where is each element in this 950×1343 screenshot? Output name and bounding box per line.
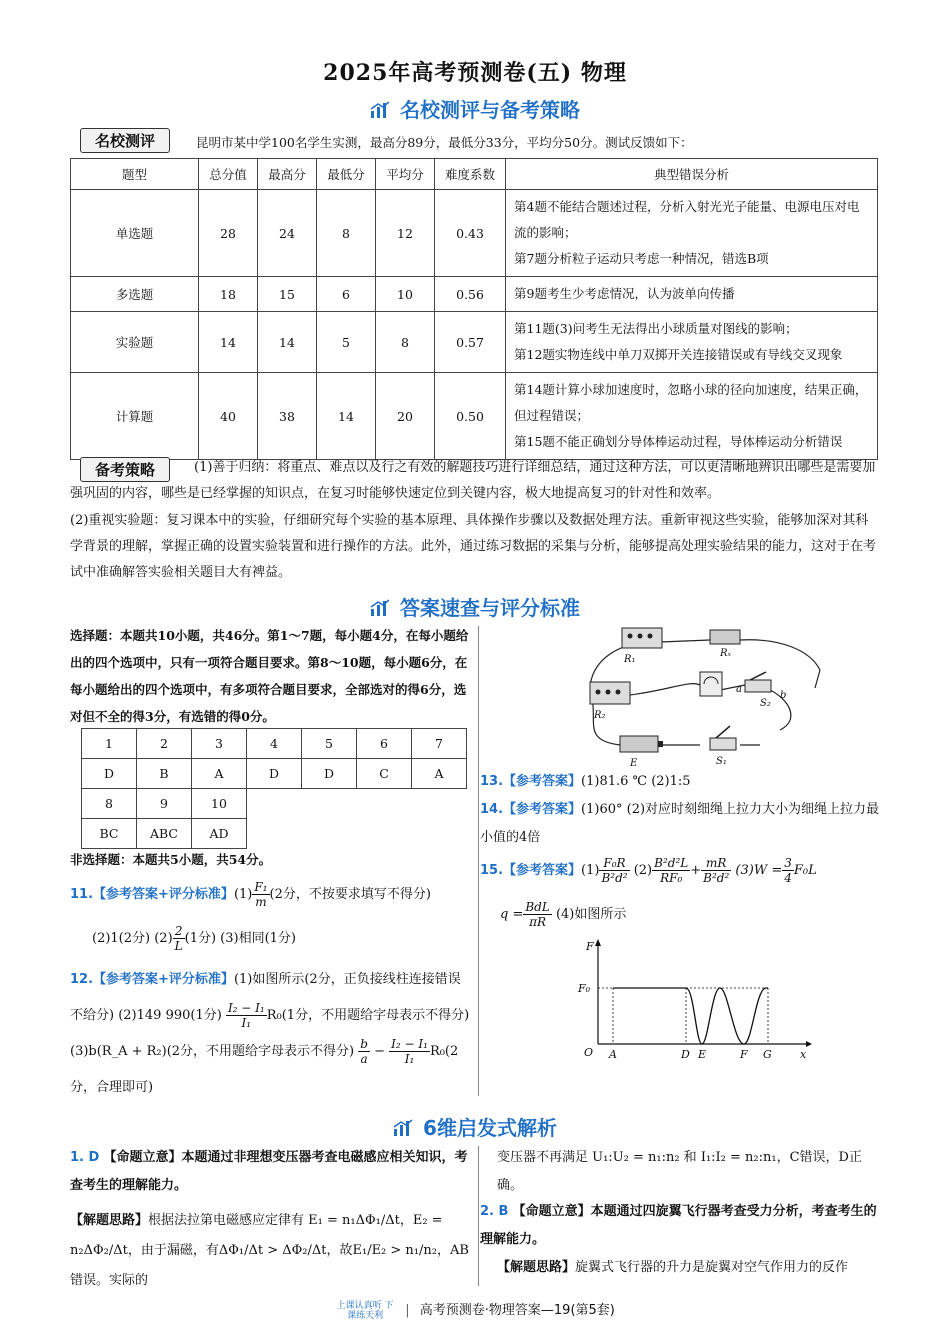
error-cell [506, 312, 878, 373]
cell: 0.57 [435, 312, 506, 373]
col-header: 题型 [71, 159, 199, 190]
denominator: I₁ [404, 1052, 415, 1066]
label-e: E [698, 1048, 707, 1061]
q15-fraction4 [782, 856, 794, 885]
y-axis-arrow-icon [595, 939, 601, 946]
footer-logo: 上课认真听 下课练天利 [336, 1300, 394, 1321]
numerator: BdL [525, 900, 550, 914]
q15-part4: F₀L [793, 863, 817, 878]
cell: 15 [258, 277, 317, 312]
bar-chart-icon [370, 101, 390, 119]
label-rx: Rₓ [720, 648, 732, 659]
q2-idea-label: 【解题思路】 [497, 1260, 576, 1275]
q12-label: 12.【参考答案+评分标准】 [70, 972, 234, 987]
q13-text: (1)81.6 ℃ (2)1:5 [581, 774, 691, 789]
q14-text: (1)60° (2)对应时刻细绳上拉力大小为细绳上拉力最小值的4倍 [480, 802, 880, 845]
column-divider [478, 1146, 479, 1286]
denominator: RF₀ [660, 871, 683, 885]
error-line: 第4题不能结合题述过程，分析入射光光子能量、电源电压对电流的影响； [514, 199, 860, 240]
cell: 5 [317, 312, 376, 373]
resistor-box-r1 [622, 628, 662, 648]
numerator: b [360, 1037, 368, 1051]
cell: 28 [199, 190, 258, 277]
answer-num: 1 [82, 729, 137, 759]
meter [700, 672, 722, 696]
q12-fraction-i [389, 1037, 430, 1066]
denominator: m [255, 895, 267, 909]
q2-idea [497, 1254, 882, 1282]
cell: 12 [376, 190, 435, 277]
denominator: L [174, 939, 183, 953]
label-s1: S₁ [716, 756, 727, 767]
q15-line1 [480, 856, 880, 885]
label-r1: R₁ [624, 654, 636, 665]
error-line: 第7题分析粒子运动只考虑一种情况，错选B项 [514, 251, 769, 266]
q11-part4: (1分) (3)相同(1分) [184, 931, 297, 946]
q11-fraction [252, 880, 269, 909]
denominator: I₁ [241, 1016, 252, 1030]
numerator: mR [701, 856, 731, 871]
q1-idea-text: 根据法拉第电磁感应定律有 E₁ = n₁ΔΦ₁/Δt，E₂ = n₂ΔΦ₂/Δt，由于漏磁，有ΔΦ₁/Δt > ΔΦ₂/Δt，故E₁/E₂ > n₁/n₂，AB错误。实际的 [70, 1213, 469, 1288]
empty-cell [412, 819, 467, 849]
error-line: 第11题(3)问考生无法得出小球质量对图线的影响； [514, 321, 798, 336]
numerator: F₀R [599, 856, 629, 871]
q15-fraction3 [701, 856, 731, 885]
q1-continuation: 变压器不再满足 U₁:U₂ = n₁:n₂ 和 I₁:I₂ = n₂:n₁，C错误，D正确。 [497, 1150, 862, 1193]
q15-fraction1 [599, 856, 629, 885]
q13-label: 13.【参考答案】 [480, 774, 582, 789]
bar-chart-icon [370, 599, 390, 617]
q2-head: 2. B [480, 1204, 509, 1219]
numerator: 2 [173, 924, 185, 939]
empty-cell [247, 819, 302, 849]
tag-school-evaluation: 名校测评 [80, 128, 170, 153]
label-a: A [609, 1048, 617, 1061]
q2-intent: 【命题立意】本题通过四旋翼飞行器考查受力分析，考查考生的理解能力。 [480, 1204, 877, 1247]
answer-val: C [357, 759, 412, 789]
q1-intent: 【命题立意】本题通过非理想变压器考查电磁感应相关知识，考查考生的理解能力。 [70, 1150, 468, 1193]
cell: 0.56 [435, 277, 506, 312]
wire [660, 640, 710, 642]
q11-line2 [92, 924, 472, 953]
q15-part3: (3)W = [735, 863, 783, 878]
label-f0: F₀ [578, 982, 591, 995]
error-line: 第12题实物连线中单刀双掷开关连接错误或有导线交叉现象 [514, 347, 843, 362]
q13 [480, 768, 880, 796]
col-header: 平均分 [376, 159, 435, 190]
empty-cell [247, 789, 302, 819]
label-r2: R₂ [594, 710, 606, 721]
cell: 单选题 [71, 190, 199, 277]
q11-line1 [70, 880, 470, 909]
battery-e [620, 736, 663, 752]
cell: 6 [317, 277, 376, 312]
strategy-paragraph-2: (2)重视实验题：复习课本中的实验，仔细研究每个实验的基本原理、具体操作步骤以及数据处理方法。重新审视这些实验，能够加深对其科学背景的理解，掌握正确的设置实验装置和进行操作的方法。此外，通过练习数据的采集与分析，能够提高处理实验结果的能力，这对于在考试中准确解答实验相关题目大有裨益。 [70, 513, 877, 580]
table-row [71, 373, 878, 460]
q15-fraction5 [523, 900, 551, 929]
cell: 40 [199, 373, 258, 460]
q15-label: 15.【参考答案】 [480, 863, 582, 878]
section-heading-evaluation [0, 94, 950, 123]
answer-val: B [137, 759, 192, 789]
q11-part2: (2分，不按要求填写不得分) [269, 887, 431, 902]
q11-label: 11.【参考答案+评分标准】 [70, 887, 234, 902]
analysis-table [70, 158, 878, 460]
answer-val: D [247, 759, 302, 789]
label-s2: S₂ [760, 698, 771, 709]
answer-num: 6 [357, 729, 412, 759]
q15-q: q = [500, 907, 524, 922]
cell: 计算题 [71, 373, 199, 460]
q1-idea-label: 【解题思路】 [70, 1213, 149, 1228]
label-a: a [736, 684, 742, 695]
denominator: B²d² [601, 871, 628, 885]
wire [815, 670, 820, 688]
cell: 8 [317, 190, 376, 277]
q15-plus: + [690, 863, 702, 878]
denominator: B²d² [703, 871, 730, 885]
answer-val: AD [192, 819, 247, 849]
cell: 14 [317, 373, 376, 460]
answer-val: D [82, 759, 137, 789]
label-x: x [800, 1048, 807, 1061]
numerator: B²d²L [654, 856, 689, 870]
empty-cell [302, 819, 357, 849]
error-line: 第9题考生少考虑情况，认为波单向传播 [514, 286, 735, 301]
q12-text: 12.【参考答案+评分标准】(1)如图所示(2分，正负接线柱连接错误不给分) (2)149 990(1分) $\frac{\text{I₂ − I₁}}{\text{I₁}}$ R₀(1分，不用题给字母表示不得分) (3)b(R_A + R₂)(2分，不用题给字母表示不得分) $\frac{b}{a}$ − $\frac{\text{I₂ − I₁}}{\text{I₁}}$ R₀(2分，合理即可) [70, 972, 470, 1095]
cell: 20 [376, 373, 435, 460]
error-line: 第15题不能正确划分导体棒运动过程，导体棒运动分析错误 [514, 434, 843, 449]
answer-val: ABC [137, 819, 192, 849]
q11-part1: (1) [233, 887, 253, 902]
table-row [71, 277, 878, 312]
answer-val-row [82, 759, 467, 789]
error-cell [506, 277, 878, 312]
answer-num: 9 [137, 789, 192, 819]
cell: 10 [376, 277, 435, 312]
q15-part1: (1) [581, 863, 600, 878]
q14-label: 14.【参考答案】 [480, 802, 582, 817]
answer-val-row [82, 819, 467, 849]
q2-analysis [480, 1198, 880, 1254]
empty-cell [302, 789, 357, 819]
col-header: 典型错误分析 [506, 159, 878, 190]
label-b: b [780, 690, 787, 701]
choice-intro: 选择题：本题共10小题，共46分。第1～7题，每小题4分，在每小题给出的四个选项中，只有一项符合题目要求。第8～10题，每小题6分，在每小题给出的四个选项中，有多项符合题目要求，全部选对的得6分，选对但不全的得3分，有选错的得0分。 [70, 628, 469, 724]
force-curve [613, 988, 768, 1044]
q11-fraction2 [173, 924, 185, 953]
answer-num: 7 [412, 729, 467, 759]
q11-part3: (2)1(2分) (2) [92, 931, 173, 946]
label-e: E [630, 758, 638, 769]
section-title: 答案速查与评分标准 [400, 596, 580, 620]
col-header: 难度系数 [435, 159, 506, 190]
section-heading-analysis [0, 1112, 950, 1141]
q12-part3: R₀(2分，合理即可) [70, 1044, 459, 1095]
cell: 8 [376, 312, 435, 373]
label-g: G [763, 1048, 772, 1061]
footer-text: 高考预测卷·物理答案—19(第5套) [419, 1303, 615, 1318]
strategy-paragraph-1: (1)善于归纳：将重点、难点以及行之有效的解题技巧进行详细总结，通过这种方法，可以更清晰地辨识出哪些是需要加强巩固的内容，哪些是已经掌握的知识点，在复习时能够快速定位到关键内容，极大地提高复习的针对性和效率。 [70, 460, 876, 501]
numerator: I₂ − I₁ [391, 1037, 428, 1051]
answer-num-row [82, 789, 467, 819]
answer-num: 5 [302, 729, 357, 759]
evaluation-intro: 昆明市某中学100名学生实测，最高分89分，最低分33分，平均分50分。测试反馈如下： [196, 135, 693, 150]
wire [740, 640, 820, 670]
column-divider [478, 626, 479, 1096]
q2-idea-text: 旋翼式飞行器的升力是旋翼对空气作用力的反作 [575, 1260, 849, 1275]
col-header: 最低分 [317, 159, 376, 190]
numerator: 3 [784, 856, 792, 870]
cell: 14 [258, 312, 317, 373]
answer-val: A [192, 759, 247, 789]
table-row [71, 190, 878, 277]
circuit-diagram [560, 620, 860, 770]
answer-num: 3 [192, 729, 247, 759]
answer-num: 10 [192, 789, 247, 819]
page-footer: 上课认真听 下课练天利 | 高考预测卷·物理答案—19(第5套) [336, 1300, 615, 1321]
error-cell [506, 373, 878, 460]
resistor-box-r2 [590, 682, 630, 704]
resistor-rx [710, 630, 740, 644]
cell: 24 [258, 190, 317, 277]
q1-head: 1. D [70, 1150, 100, 1165]
empty-cell [357, 819, 412, 849]
answer-val: BC [82, 819, 137, 849]
error-line: 第14题计算小球加速度时，忽略小球的径向加速度，结果正确，但过程错误； [514, 382, 868, 423]
cell: 14 [199, 312, 258, 373]
answer-num: 4 [247, 729, 302, 759]
wire [630, 684, 700, 695]
q12-part2: R₀(1分，不用题给字母表示不得分) (3)b(R_A + R₂)(2分，不用题给字母表示不得分) [70, 1008, 470, 1059]
label-f: F [586, 940, 594, 953]
switch-s1 [710, 726, 736, 750]
empty-cell [412, 789, 467, 819]
force-graph [570, 936, 820, 1066]
label-d: D [681, 1048, 690, 1061]
q1-analysis [70, 1144, 470, 1200]
section-title: 6维启发式解析 [423, 1116, 557, 1140]
label-o: O [584, 1046, 594, 1059]
page-title: 2025年高考预测卷(五) 物理 [323, 60, 627, 86]
tag-strategy: 备考策略 [80, 457, 170, 482]
col-header: 总分值 [199, 159, 258, 190]
q15-fraction2 [652, 856, 690, 885]
cell: 实验题 [71, 312, 199, 373]
table-row [71, 312, 878, 373]
q12-part1: (1)如图所示(2分，正负接线柱连接错误不给分) (2)149 990(1分) [70, 972, 461, 1023]
q1-idea [70, 1206, 470, 1296]
answer-table [81, 728, 467, 849]
cell: 18 [199, 277, 258, 312]
q15-part5: (4)如图所示 [555, 907, 627, 922]
q14 [480, 796, 880, 852]
table-header-row [71, 159, 878, 190]
denominator: 4 [784, 871, 792, 885]
section-heading-answers [0, 592, 950, 621]
q12-fraction [226, 1001, 267, 1030]
answer-val: D [302, 759, 357, 789]
answer-num: 2 [137, 729, 192, 759]
q12-fraction-b-a [358, 1037, 370, 1066]
answer-num: 8 [82, 789, 137, 819]
cell: 38 [258, 373, 317, 460]
q15-part2: (2) [633, 863, 653, 878]
cell: 0.50 [435, 373, 506, 460]
numerator: I₂ − I₁ [227, 1001, 265, 1015]
cell: 0.43 [435, 190, 506, 277]
bar-chart-icon [393, 1119, 413, 1137]
label-f-point: F [740, 1048, 748, 1061]
error-cell [506, 190, 878, 277]
answer-num-row [82, 729, 467, 759]
answer-val: A [412, 759, 467, 789]
empty-cell [357, 789, 412, 819]
section-title: 名校测评与备考策略 [400, 98, 580, 122]
nonchoice-intro: 非选择题：本题共5小题，共54分。 [70, 852, 272, 867]
denominator: πR [529, 915, 547, 929]
cell: 多选题 [71, 277, 199, 312]
switch-s2 [745, 672, 771, 692]
denominator: a [360, 1052, 368, 1066]
q15-line2 [500, 900, 880, 929]
col-header: 最高分 [258, 159, 317, 190]
x-axis-arrow-icon [806, 1041, 812, 1047]
numerator: F₁ [254, 880, 268, 894]
